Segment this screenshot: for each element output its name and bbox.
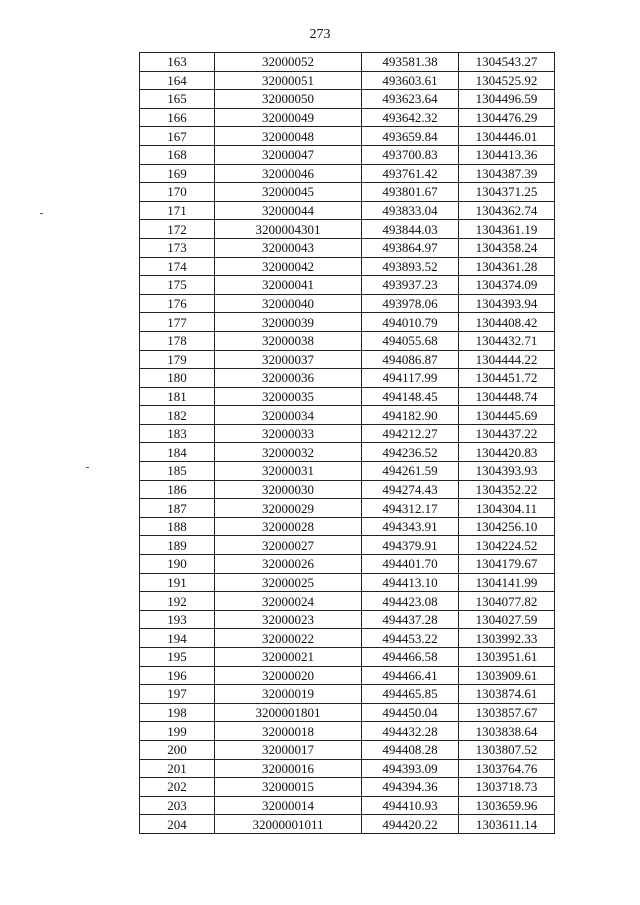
point-id-cell: 32000033 (215, 424, 362, 443)
point-number-cell: 190 (140, 555, 215, 574)
y-coordinate-cell: 1304361.19 (459, 220, 555, 239)
point-id-cell: 32000041 (215, 276, 362, 295)
point-number-cell: 188 (140, 517, 215, 536)
point-number-cell: 189 (140, 536, 215, 555)
x-coordinate-cell: 494312.17 (362, 499, 459, 518)
y-coordinate-cell: 1304408.42 (459, 313, 555, 332)
point-id-cell: 32000040 (215, 294, 362, 313)
point-number-cell: 196 (140, 666, 215, 685)
x-coordinate-cell: 494379.91 (362, 536, 459, 555)
point-number-cell: 177 (140, 313, 215, 332)
table-row (140, 369, 555, 388)
table-row (140, 183, 555, 202)
x-coordinate-cell: 494410.93 (362, 796, 459, 815)
point-id-cell: 32000016 (215, 759, 362, 778)
y-coordinate-cell: 1304141.99 (459, 573, 555, 592)
y-coordinate-cell: 1304358.24 (459, 238, 555, 257)
x-coordinate-cell: 494343.91 (362, 517, 459, 536)
table-row (140, 555, 555, 574)
table-row (140, 685, 555, 704)
y-coordinate-cell: 1304444.22 (459, 350, 555, 369)
point-number-cell: 184 (140, 443, 215, 462)
table-row (140, 406, 555, 425)
table-row (140, 740, 555, 759)
point-number-cell: 182 (140, 406, 215, 425)
y-coordinate-cell: 1303909.61 (459, 666, 555, 685)
point-number-cell: 166 (140, 108, 215, 127)
x-coordinate-cell: 493844.03 (362, 220, 459, 239)
y-coordinate-cell: 1304387.39 (459, 164, 555, 183)
y-coordinate-cell: 1303807.52 (459, 740, 555, 759)
point-number-cell: 191 (140, 573, 215, 592)
y-coordinate-cell: 1304413.36 (459, 145, 555, 164)
table-row (140, 257, 555, 276)
point-id-cell: 32000026 (215, 555, 362, 574)
table-row (140, 610, 555, 629)
point-id-cell: 32000038 (215, 331, 362, 350)
point-id-cell: 32000014 (215, 796, 362, 815)
x-coordinate-cell: 493833.04 (362, 201, 459, 220)
table-row (140, 108, 555, 127)
table-row (140, 759, 555, 778)
point-number-cell: 195 (140, 648, 215, 667)
y-coordinate-cell: 1304361.28 (459, 257, 555, 276)
point-number-cell: 194 (140, 629, 215, 648)
point-number-cell: 169 (140, 164, 215, 183)
point-id-cell: 32000028 (215, 517, 362, 536)
x-coordinate-cell: 493623.64 (362, 90, 459, 109)
point-id-cell: 32000030 (215, 480, 362, 499)
y-coordinate-cell: 1304420.83 (459, 443, 555, 462)
x-coordinate-cell: 493659.84 (362, 127, 459, 146)
y-coordinate-cell: 1303951.61 (459, 648, 555, 667)
point-number-cell: 202 (140, 778, 215, 797)
x-coordinate-cell: 494437.28 (362, 610, 459, 629)
table-row (140, 220, 555, 239)
x-coordinate-cell: 493937.23 (362, 276, 459, 295)
point-number-cell: 199 (140, 722, 215, 741)
table-row (140, 815, 555, 834)
y-coordinate-cell: 1304445.69 (459, 406, 555, 425)
table-row (140, 350, 555, 369)
x-coordinate-cell: 494274.43 (362, 480, 459, 499)
point-id-cell: 32000022 (215, 629, 362, 648)
point-id-cell: 32000017 (215, 740, 362, 759)
x-coordinate-cell: 494086.87 (362, 350, 459, 369)
x-coordinate-cell: 494413.10 (362, 573, 459, 592)
table-row (140, 424, 555, 443)
table-row (140, 201, 555, 220)
y-coordinate-cell: 1304393.94 (459, 294, 555, 313)
point-id-cell: 32000043 (215, 238, 362, 257)
x-coordinate-cell: 494148.45 (362, 387, 459, 406)
table-row (140, 71, 555, 90)
point-id-cell: 3200004301 (215, 220, 362, 239)
table-row (140, 480, 555, 499)
point-id-cell: 32000052 (215, 53, 362, 72)
table-row (140, 517, 555, 536)
point-number-cell: 179 (140, 350, 215, 369)
x-coordinate-cell: 494466.41 (362, 666, 459, 685)
point-number-cell: 175 (140, 276, 215, 295)
scan-speck (86, 467, 89, 468)
point-id-cell: 32000045 (215, 183, 362, 202)
point-id-cell: 32000034 (215, 406, 362, 425)
table-row (140, 145, 555, 164)
point-id-cell: 32000049 (215, 108, 362, 127)
table-row (140, 53, 555, 72)
table-row (140, 387, 555, 406)
table-row (140, 443, 555, 462)
x-coordinate-cell: 493801.67 (362, 183, 459, 202)
y-coordinate-cell: 1304352.22 (459, 480, 555, 499)
point-id-cell: 32000031 (215, 462, 362, 481)
point-number-cell: 171 (140, 201, 215, 220)
point-number-cell: 197 (140, 685, 215, 704)
point-number-cell: 201 (140, 759, 215, 778)
y-coordinate-cell: 1304304.11 (459, 499, 555, 518)
point-id-cell: 32000048 (215, 127, 362, 146)
y-coordinate-cell: 1303838.64 (459, 722, 555, 741)
point-number-cell: 181 (140, 387, 215, 406)
y-coordinate-cell: 1304256.10 (459, 517, 555, 536)
point-id-cell: 32000024 (215, 592, 362, 611)
x-coordinate-cell: 494453.22 (362, 629, 459, 648)
y-coordinate-cell: 1304027.59 (459, 610, 555, 629)
table-row (140, 778, 555, 797)
point-number-cell: 187 (140, 499, 215, 518)
point-number-cell: 200 (140, 740, 215, 759)
point-id-cell: 32000001011 (215, 815, 362, 834)
y-coordinate-cell: 1303611.14 (459, 815, 555, 834)
point-id-cell: 32000018 (215, 722, 362, 741)
x-coordinate-cell: 494401.70 (362, 555, 459, 574)
y-coordinate-cell: 1304371.25 (459, 183, 555, 202)
page-number: 273 (309, 27, 331, 42)
x-coordinate-cell: 493893.52 (362, 257, 459, 276)
point-number-cell: 163 (140, 53, 215, 72)
coordinates-table (139, 52, 555, 834)
y-coordinate-cell: 1304446.01 (459, 127, 555, 146)
table-row (140, 164, 555, 183)
table-row (140, 238, 555, 257)
y-coordinate-cell: 1304077.82 (459, 592, 555, 611)
point-id-cell: 32000036 (215, 369, 362, 388)
table-row (140, 666, 555, 685)
y-coordinate-cell: 1303874.61 (459, 685, 555, 704)
table-row (140, 313, 555, 332)
point-id-cell: 32000047 (215, 145, 362, 164)
y-coordinate-cell: 1303718.73 (459, 778, 555, 797)
y-coordinate-cell: 1304224.52 (459, 536, 555, 555)
x-coordinate-cell: 494010.79 (362, 313, 459, 332)
table-row (140, 462, 555, 481)
x-coordinate-cell: 494466.58 (362, 648, 459, 667)
x-coordinate-cell: 493864.97 (362, 238, 459, 257)
x-coordinate-cell: 494117.99 (362, 369, 459, 388)
point-id-cell: 32000027 (215, 536, 362, 555)
point-id-cell: 32000023 (215, 610, 362, 629)
point-number-cell: 193 (140, 610, 215, 629)
point-id-cell: 32000035 (215, 387, 362, 406)
point-id-cell: 32000039 (215, 313, 362, 332)
point-number-cell: 170 (140, 183, 215, 202)
point-number-cell: 168 (140, 145, 215, 164)
point-id-cell: 32000044 (215, 201, 362, 220)
point-number-cell: 172 (140, 220, 215, 239)
x-coordinate-cell: 494394.36 (362, 778, 459, 797)
scan-speck (40, 213, 43, 214)
x-coordinate-cell: 494261.59 (362, 462, 459, 481)
coordinates-table-body (140, 53, 555, 834)
point-number-cell: 183 (140, 424, 215, 443)
point-id-cell: 32000019 (215, 685, 362, 704)
y-coordinate-cell: 1303857.67 (459, 703, 555, 722)
point-id-cell: 32000050 (215, 90, 362, 109)
point-id-cell: 32000046 (215, 164, 362, 183)
table-row (140, 499, 555, 518)
x-coordinate-cell: 493978.06 (362, 294, 459, 313)
y-coordinate-cell: 1303992.33 (459, 629, 555, 648)
x-coordinate-cell: 494408.28 (362, 740, 459, 759)
point-id-cell: 32000029 (215, 499, 362, 518)
point-number-cell: 185 (140, 462, 215, 481)
point-number-cell: 203 (140, 796, 215, 815)
x-coordinate-cell: 494420.22 (362, 815, 459, 834)
x-coordinate-cell: 494423.08 (362, 592, 459, 611)
point-id-cell: 32000042 (215, 257, 362, 276)
point-number-cell: 165 (140, 90, 215, 109)
x-coordinate-cell: 494450.04 (362, 703, 459, 722)
y-coordinate-cell: 1304432.71 (459, 331, 555, 350)
table-row (140, 573, 555, 592)
x-coordinate-cell: 494393.09 (362, 759, 459, 778)
table-row (140, 592, 555, 611)
x-coordinate-cell: 493700.83 (362, 145, 459, 164)
point-number-cell: 167 (140, 127, 215, 146)
table-row (140, 722, 555, 741)
point-id-cell: 32000037 (215, 350, 362, 369)
y-coordinate-cell: 1304496.59 (459, 90, 555, 109)
point-id-cell: 32000032 (215, 443, 362, 462)
point-number-cell: 173 (140, 238, 215, 257)
point-id-cell: 32000015 (215, 778, 362, 797)
point-id-cell: 32000025 (215, 573, 362, 592)
point-id-cell: 32000021 (215, 648, 362, 667)
point-number-cell: 174 (140, 257, 215, 276)
y-coordinate-cell: 1304437.22 (459, 424, 555, 443)
x-coordinate-cell: 494182.90 (362, 406, 459, 425)
point-number-cell: 180 (140, 369, 215, 388)
y-coordinate-cell: 1303764.76 (459, 759, 555, 778)
point-number-cell: 176 (140, 294, 215, 313)
x-coordinate-cell: 494432.28 (362, 722, 459, 741)
point-number-cell: 186 (140, 480, 215, 499)
table-row (140, 90, 555, 109)
x-coordinate-cell: 494212.27 (362, 424, 459, 443)
table-row (140, 629, 555, 648)
point-number-cell: 192 (140, 592, 215, 611)
y-coordinate-cell: 1303659.96 (459, 796, 555, 815)
x-coordinate-cell: 494236.52 (362, 443, 459, 462)
table-row (140, 127, 555, 146)
point-id-cell: 32000020 (215, 666, 362, 685)
point-number-cell: 178 (140, 331, 215, 350)
y-coordinate-cell: 1304362.74 (459, 201, 555, 220)
table-row (140, 703, 555, 722)
y-coordinate-cell: 1304451.72 (459, 369, 555, 388)
x-coordinate-cell: 494055.68 (362, 331, 459, 350)
table-row (140, 796, 555, 815)
x-coordinate-cell: 494465.85 (362, 685, 459, 704)
table-row (140, 536, 555, 555)
y-coordinate-cell: 1304543.27 (459, 53, 555, 72)
x-coordinate-cell: 493642.32 (362, 108, 459, 127)
point-number-cell: 198 (140, 703, 215, 722)
point-id-cell: 32000051 (215, 71, 362, 90)
table-row (140, 276, 555, 295)
point-id-cell: 3200001801 (215, 703, 362, 722)
table-row (140, 648, 555, 667)
point-number-cell: 164 (140, 71, 215, 90)
y-coordinate-cell: 1304179.67 (459, 555, 555, 574)
x-coordinate-cell: 493761.42 (362, 164, 459, 183)
x-coordinate-cell: 493603.61 (362, 71, 459, 90)
point-number-cell: 204 (140, 815, 215, 834)
table-row (140, 294, 555, 313)
x-coordinate-cell: 493581.38 (362, 53, 459, 72)
y-coordinate-cell: 1304476.29 (459, 108, 555, 127)
y-coordinate-cell: 1304374.09 (459, 276, 555, 295)
y-coordinate-cell: 1304393.93 (459, 462, 555, 481)
y-coordinate-cell: 1304525.92 (459, 71, 555, 90)
table-row (140, 331, 555, 350)
y-coordinate-cell: 1304448.74 (459, 387, 555, 406)
